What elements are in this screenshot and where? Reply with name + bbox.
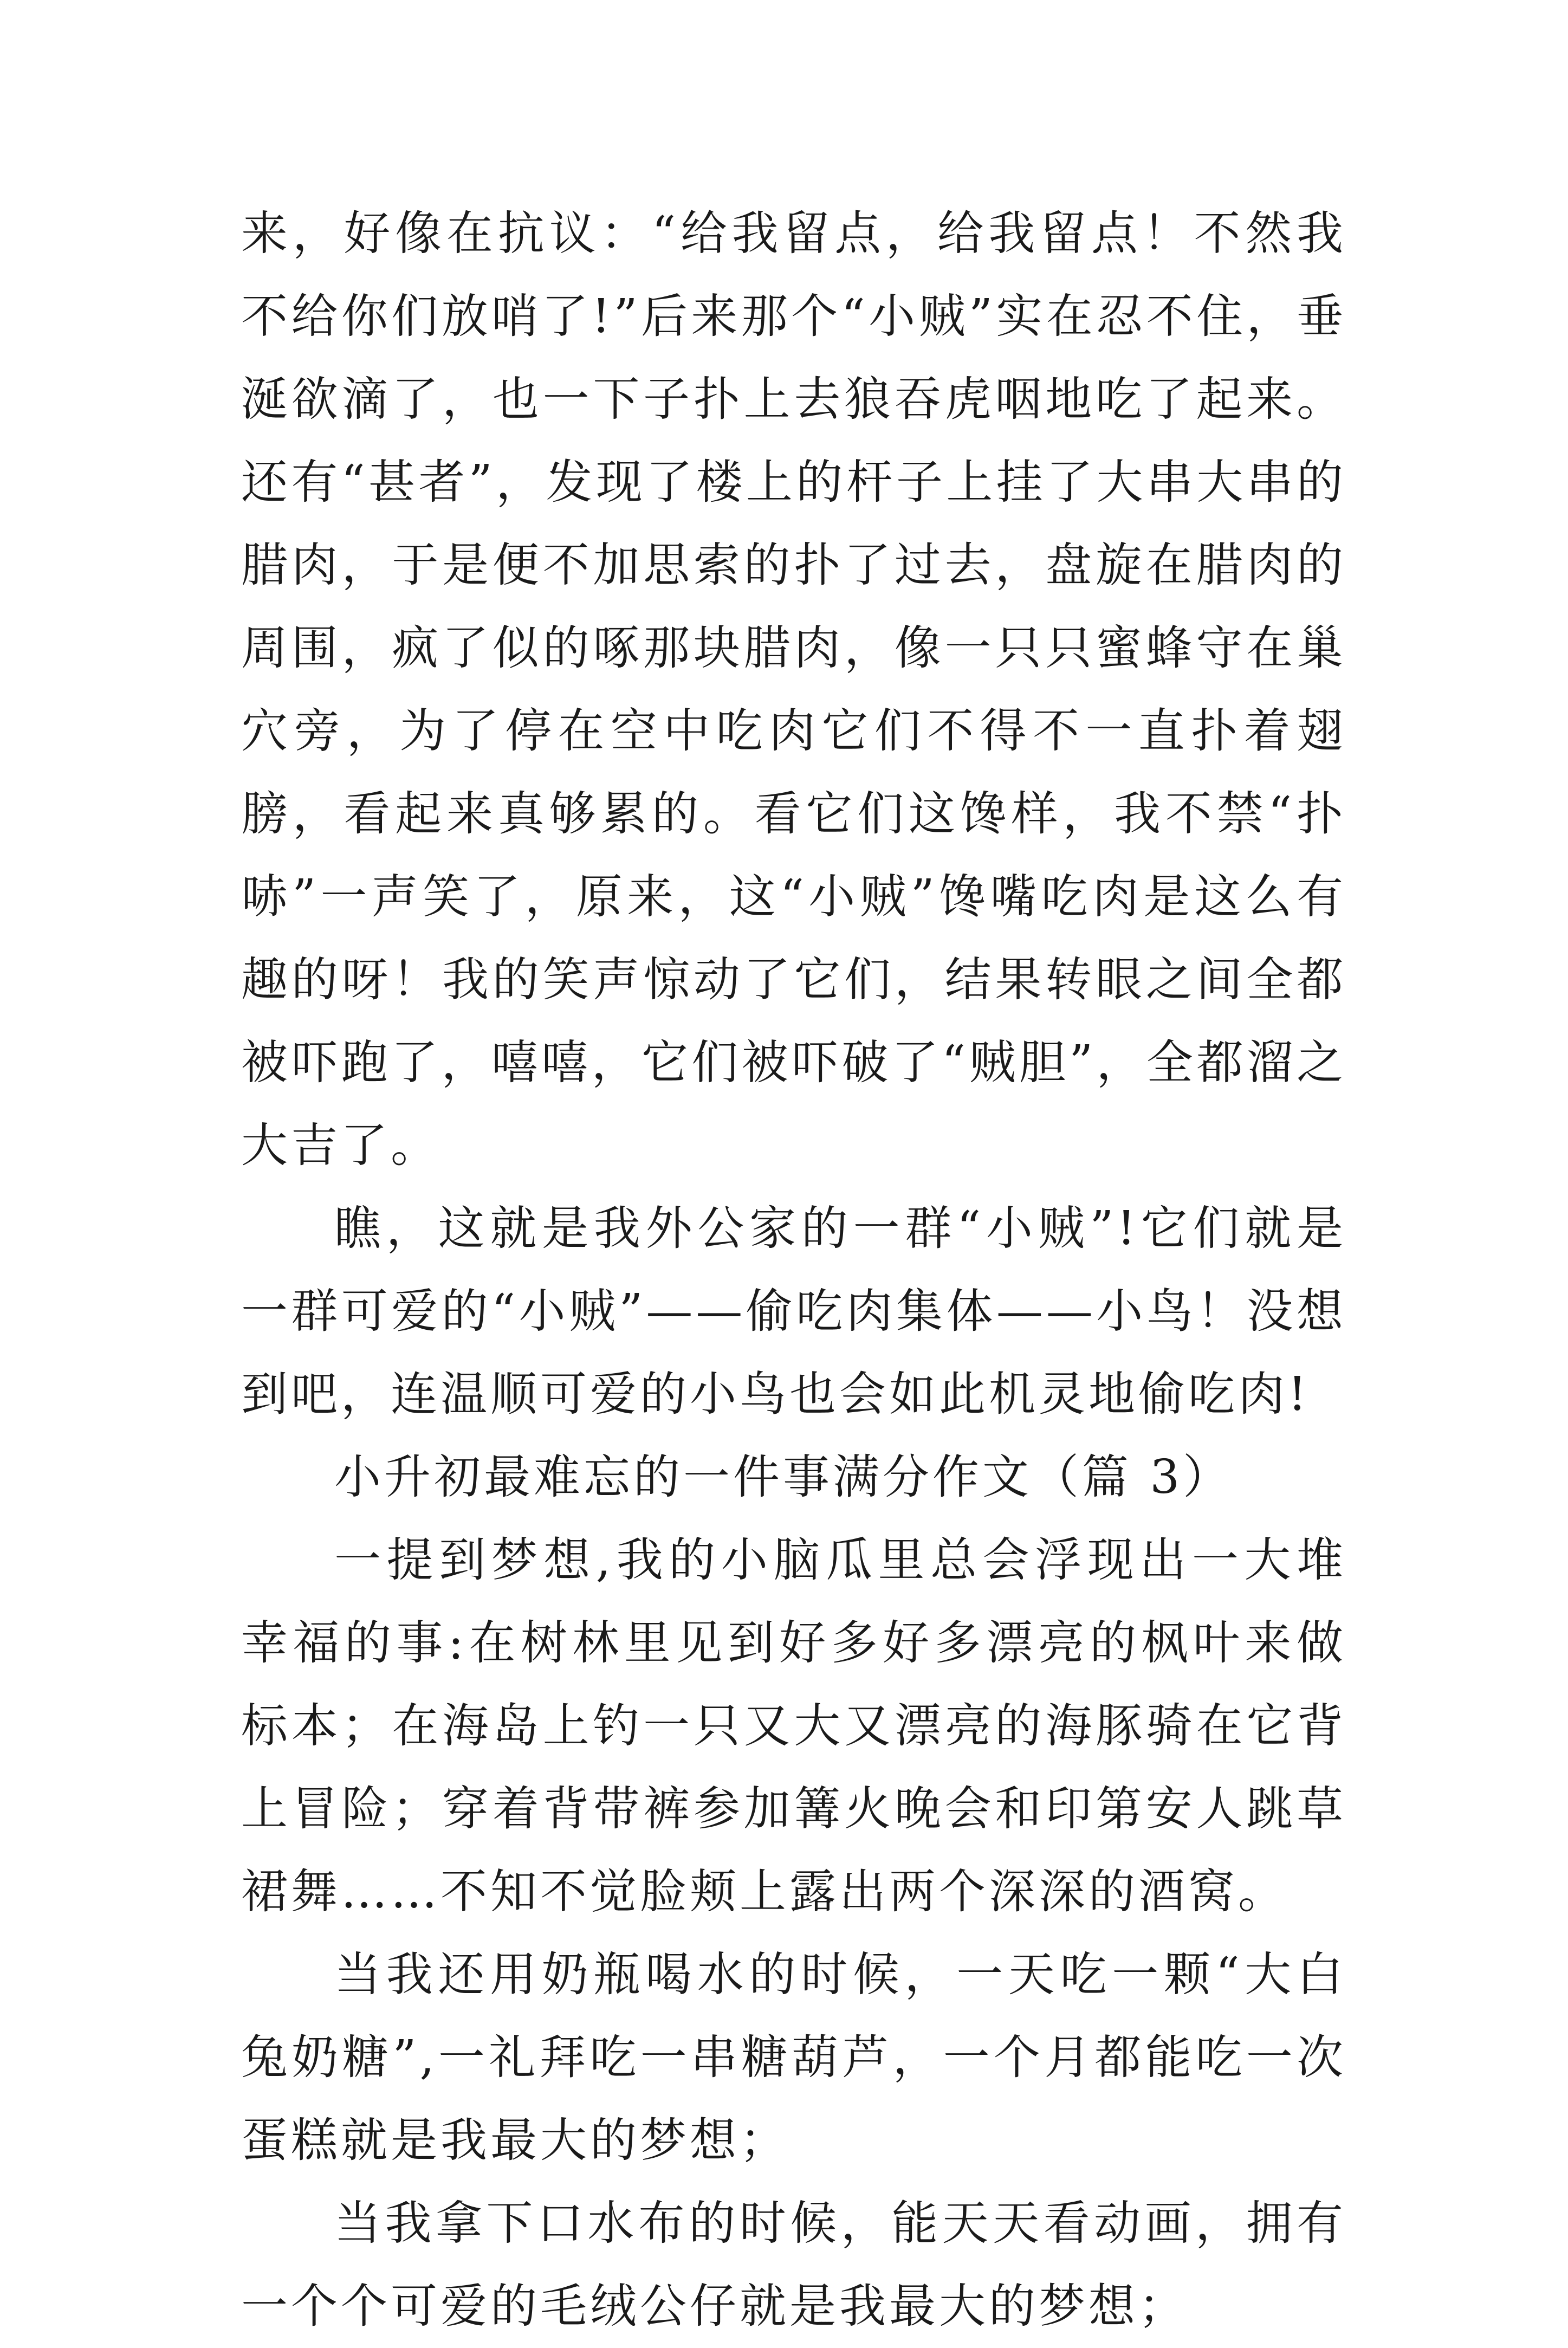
paragraph-3: 一提到梦想,我的小脑瓜里总会浮现出一大堆幸福的事:在树林里见到好多好多漂亮的枫叶来做标本；在海岛上钓一只又大又漂亮的海豚骑在它背上冒险；穿着背带裤参加篝火晚会和印第安人跳草裙舞……不知不觉脸颊上露出两个深深的酒窝。	[241, 1533, 1346, 1919]
essay-body	[241, 192, 1346, 2348]
paragraph-5: 当我拿下口水布的时候，能天天看动画，拥有一个个可爱的毛绒公仔就是我最大的梦想；	[241, 2196, 1346, 2333]
paragraph-4: 当我还用奶瓶喝水的时候，一天吃一颗“大白兔奶糖”,一礼拜吃一串糖葫芦，一个月都能吃一次蛋糕就是我最大的梦想；	[241, 1948, 1346, 2168]
paragraph-1: 来，好像在抗议：“给我留点，给我留点！不然我不给你们放哨了!”后来那个“小贼”实在忍不住，垂涎欲滴了，也一下子扑上去狼吞虎咽地吃了起来。还有“甚者”，发现了楼上的杆子上挂了大串大串的腊肉，于是便不加思索的扑了过去，盘旋在腊肉的周围，疯了似的啄那块腊肉，像一只只蜜蜂守在巢穴旁，为了停在空中吃肉它们不得不一直扑着翅膀，看起来真够累的。看它们这馋样，我不禁“扑哧”一声笑了，原来，这“小贼”馋嘴吃肉是这么有趣的呀！我的笑声惊动了它们，结果转眼之间全都被吓跑了，嘻嘻，它们被吓破了“贼胆”，全都溜之大吉了。	[241, 206, 1346, 1173]
essay-heading: 小升初最难忘的一件事满分作文（篇 3）	[334, 1450, 1233, 1504]
paragraph-2: 瞧，这就是我外公家的一群“小贼”!它们就是一群可爱的“小贼”——偷吃肉集体——小鸟！没想到吧，连温顺可爱的小鸟也会如此机灵地偷吃肉!	[241, 1201, 1346, 1421]
